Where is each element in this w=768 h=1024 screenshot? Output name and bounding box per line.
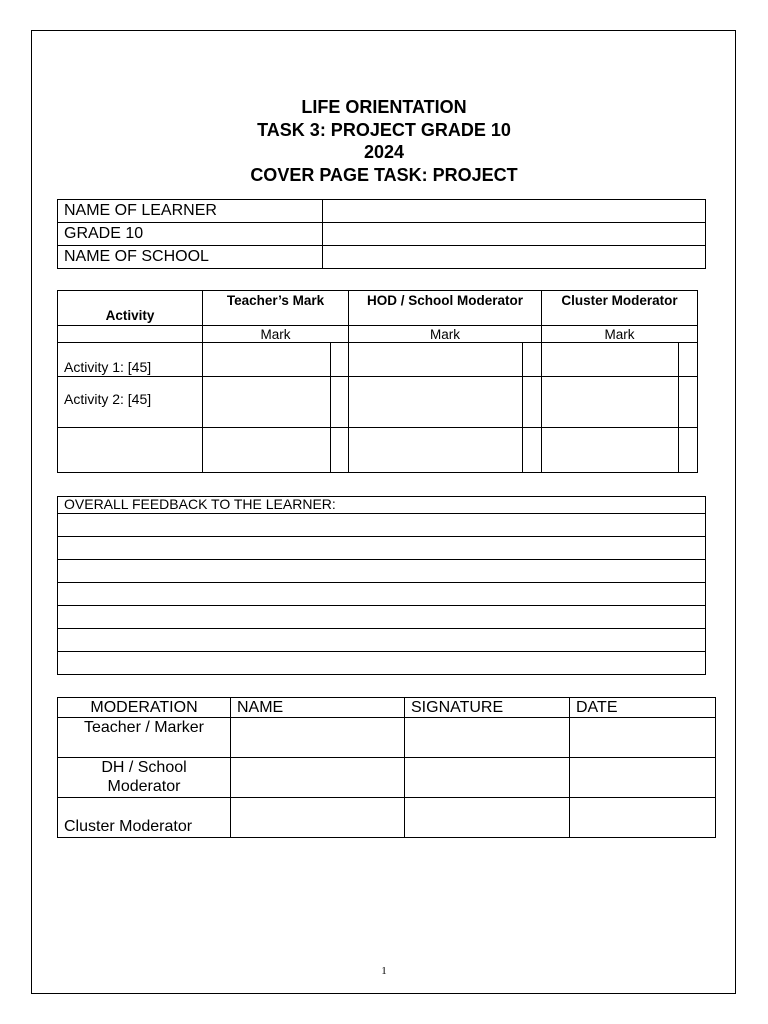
title-cover-page: COVER PAGE TASK: PROJECT	[250, 164, 518, 185]
spacer-cell	[331, 428, 349, 473]
teacher-mark-header: Teacher’s Mark	[203, 291, 349, 326]
spacer-cell	[331, 343, 349, 377]
activity-2-cluster-mark[interactable]	[542, 377, 679, 428]
activity-2-label: Activity 2: [45]	[58, 377, 203, 428]
spacer-cell	[331, 377, 349, 428]
activity-header: Activity	[58, 291, 203, 326]
total-cluster-mark[interactable]	[542, 428, 679, 473]
dh-name-field[interactable]	[231, 758, 405, 798]
total-teacher-mark[interactable]	[203, 428, 331, 473]
grade-field[interactable]	[323, 223, 706, 246]
feedback-line[interactable]	[58, 652, 706, 675]
dh-school-moderator-label: DH / School Moderator	[58, 758, 231, 798]
title-task: TASK 3: PROJECT GRADE 10	[257, 119, 511, 140]
feedback-line[interactable]	[58, 606, 706, 629]
feedback-line[interactable]	[58, 514, 706, 537]
cluster-mark-label: Mark	[542, 326, 698, 343]
moderation-row	[58, 798, 716, 838]
activity-1-cluster-mark[interactable]	[542, 343, 679, 377]
activity-2-teacher-mark[interactable]	[203, 377, 331, 428]
cluster-date-field[interactable]	[570, 798, 716, 838]
total-label	[58, 428, 203, 473]
learner-row	[58, 246, 706, 269]
dh-signature-field[interactable]	[405, 758, 570, 798]
feedback-heading: OVERALL FEEDBACK TO THE LEARNER:	[58, 497, 706, 514]
teacher-name-field[interactable]	[231, 718, 405, 758]
school-name-field[interactable]	[323, 246, 706, 269]
dh-date-field[interactable]	[570, 758, 716, 798]
page-number: 1	[381, 965, 387, 977]
cluster-name-field[interactable]	[231, 798, 405, 838]
activity-subheader	[58, 326, 203, 343]
learner-row	[58, 200, 706, 223]
learner-info-table	[57, 199, 706, 269]
date-header: DATE	[570, 698, 716, 718]
feedback-line[interactable]	[58, 560, 706, 583]
feedback-table	[57, 496, 706, 675]
moderation-header: MODERATION	[58, 698, 231, 718]
name-header: NAME	[231, 698, 405, 718]
total-hod-mark[interactable]	[349, 428, 523, 473]
cluster-moderator-header: Cluster Moderator	[542, 291, 698, 326]
learner-name-label: NAME OF LEARNER	[58, 200, 323, 223]
marks-header-row	[58, 291, 698, 326]
feedback-line[interactable]	[58, 629, 706, 652]
school-name-label: NAME OF SCHOOL	[58, 246, 323, 269]
spacer-cell	[523, 377, 542, 428]
title-year: 2024	[363, 142, 405, 162]
feedback-line[interactable]	[58, 583, 706, 606]
learner-row	[58, 223, 706, 246]
spacer-cell	[679, 343, 698, 377]
spacer-cell	[679, 377, 698, 428]
spacer-cell	[679, 428, 698, 473]
cluster-moderator-label: Cluster Moderator	[58, 798, 231, 838]
activity-row	[58, 377, 698, 428]
feedback-line[interactable]	[58, 537, 706, 560]
activity-1-hod-mark[interactable]	[349, 343, 523, 377]
grade-label: GRADE 10	[58, 223, 323, 246]
spacer-cell	[523, 428, 542, 473]
teacher-signature-field[interactable]	[405, 718, 570, 758]
title-subject: LIFE ORIENTATION	[301, 97, 467, 117]
moderation-row	[58, 718, 716, 758]
activity-1-teacher-mark[interactable]	[203, 343, 331, 377]
total-row	[58, 428, 698, 473]
activity-1-label: Activity 1: [45]	[58, 343, 203, 377]
learner-name-field[interactable]	[323, 200, 706, 223]
teacher-mark-label: Mark	[203, 326, 349, 343]
activity-2-hod-mark[interactable]	[349, 377, 523, 428]
moderation-header-row	[58, 698, 716, 718]
marks-table	[57, 290, 698, 473]
hod-mark-label: Mark	[349, 326, 542, 343]
title-block	[0, 96, 768, 186]
signature-header: SIGNATURE	[405, 698, 570, 718]
activity-row	[58, 343, 698, 377]
marks-subheader-row	[58, 326, 698, 343]
moderation-table	[57, 697, 716, 838]
teacher-marker-label: Teacher / Marker	[58, 718, 231, 758]
spacer-cell	[523, 343, 542, 377]
moderation-row	[58, 758, 716, 798]
cluster-signature-field[interactable]	[405, 798, 570, 838]
hod-moderator-header: HOD / School Moderator	[349, 291, 542, 326]
teacher-date-field[interactable]	[570, 718, 716, 758]
